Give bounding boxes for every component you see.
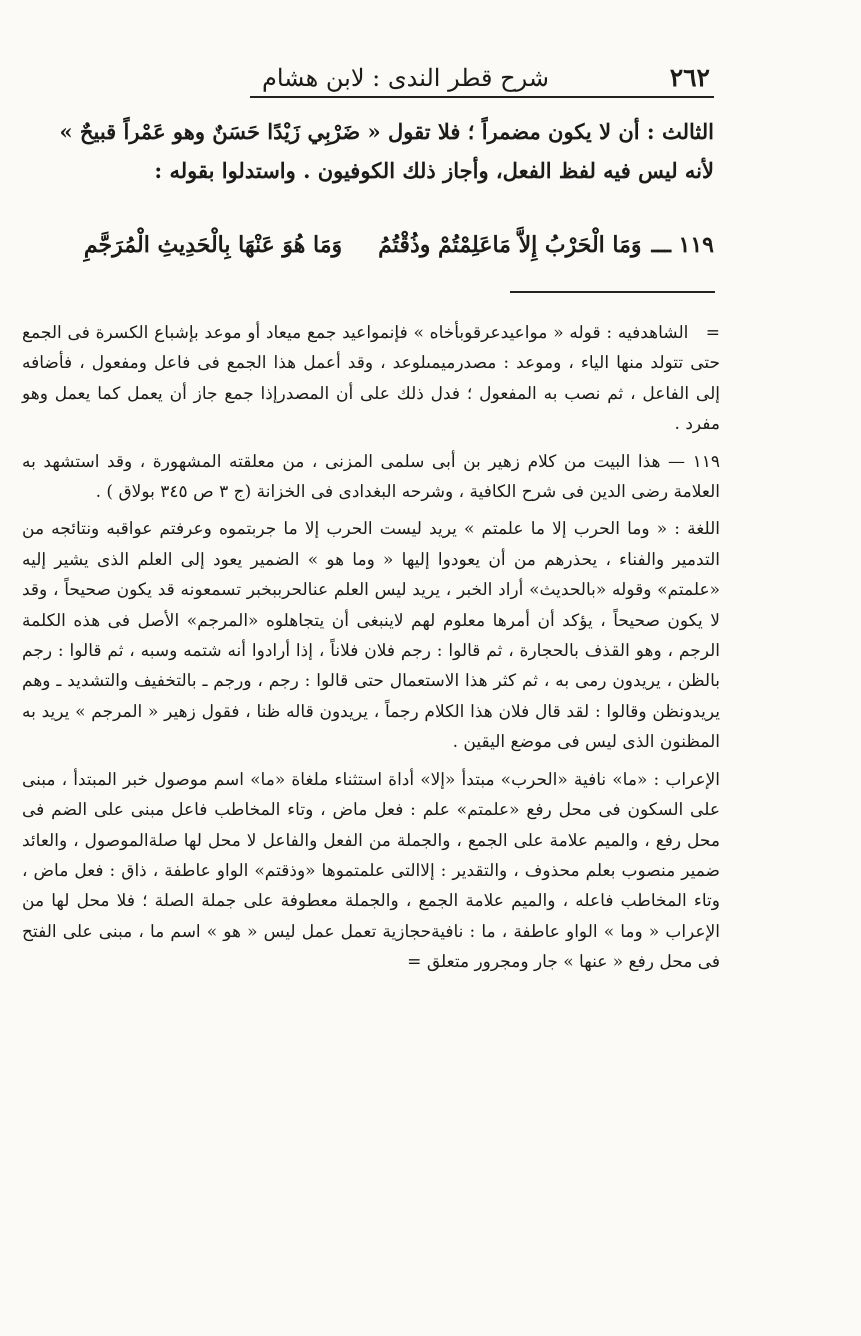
page-header <box>262 52 710 92</box>
footnote-119-source: ١١٩ — هذا البيت من كلام زهير بن أبى سلمى المزنى ، من معلقته المشهورة ، وقد استشهد به العلامة رضى الدين فى شرح الكافية ، وشرحه البغدادى فى الخزانة (ج ٣ ص ٣٤٥ بولاق ) . <box>22 451 720 503</box>
verse-second-hemistich: وَمَا هُوَ عَنْهَا بِالْحَدِيثِ الْمُرَجَّمِ <box>83 232 343 258</box>
running-title: شرح قطر الندى : لابن هشام <box>262 64 549 92</box>
page-number: ٢٦٢ <box>669 63 710 92</box>
footnote-separator <box>510 291 715 293</box>
footnote-irab-text: الإعراب : «ما» نافية «الحرب» مبتدأ «إلا» أداة استثناء ملغاة «ما» اسم موصول خبر المبتدأ ، مبنى على السكون فى محل رفع «علمتم» علم : فعل ماض ، وتاء المخاطب فاعل مبنى على الضم فى محل رفع ، والميم علامة على الجمع ، والجملة من الفعل والفاعل لا محل لها صلةالموصول ، والعائد ضمير منصوب بعلم محذوف ، والتقدير : إلاالتى علمتموها «وذقتم» الواو عاطفة ، ذاق : فعل ماض ، وتاء المخاطب فاعله ، والميم علامة الجمع ، والجملة معطوفة على جملة الصلة ؛ فلا محل لها من الإعراب « وما » الواو عاطفة ، ما : نافيةحجازية تعمل عمل ليس « هو » اسم ما ، مبنى على الفتح فى محل رفع « عنها » جار ومجرور متعلق <box>22 769 721 973</box>
footnote-lugha: اللغة : « وما الحرب إلا ما علمتم » يريد ليست الحرب إلا ما جربتموه وعرفتم عواقبه ونتائجه من التدمير والفناء ، يحذرهم من أن يعودوا إليها « وما هو » الضمير يعود إلى العلم الذى يشير إليه «علمتم» وقوله «بالحديث» أراد الخبر ، يريد ليس العلم عنالحرببخبر تسمعونه قد يكون صحيحاً ، وقد لا يكون صحيحاً ، يؤكد أن أمرها معلوم لهم لاينبغى أن يتجاهلوه «المرجم» الأصل فى هذه الكلمة الرجم ، وهو القذف بالحجارة ، ثم قالوا : رجم فلان فلاناً ، إذا أرادوا أنه شتمه وسبه ، ثم قالوا : رجم بالظن ، يريدون رمى به ، ثم كثر هذا الاستعمال حتى قالوا : رجم ، ورجم ـ بالتخفيف والتشديد ـ وهم يريدونظن وقالوا : لقد قال فلان هذا الكلام رجماً ، يريدون قاله ظنا ، فقول زهير « المرجم » يريد به المظنون الذى ليس فى موضع اليقين . <box>22 519 720 753</box>
continuation-marker-start: = <box>705 323 720 343</box>
main-line-1: الثالث : أن لا يكون مضمراً ؛ فلا تقول « ضَرْبِي زَيْدًا حَسَنٌ وهو عَمْراً قبيحٌ » <box>59 119 714 144</box>
continuation-marker-end: = <box>407 952 422 973</box>
poetry-verse <box>52 232 714 258</box>
verse-number: ١١٩ ـــ <box>651 232 714 258</box>
footnote-irab <box>22 765 720 978</box>
main-line-2: لأنه ليس فيه لفظ الفعل، وأجاز ذلك الكوفيون . واستدلوا بقوله : <box>154 158 714 183</box>
footnote-shahid-text: الشاهدفيه : قوله « مواعيدعرقوبأخاه » فإنمواعيد جمع ميعاد أو موعد بإشباع الكسرة فى الجمع حتى تتولد منها الياء ، وموعد : مصدرميمىلوعد ، وقد أعمل هذا الجمع فى فاعل ومفعول ، فأضافه إلى الفاعل ، ثم نصب به المفعول ؛ فدل ذلك على أن المصدرإذا جمع جاز أن يعمل كما يعمل وهو مفرد . <box>22 323 720 435</box>
verse-first-hemistich: وَمَا الْحَرْبُ إِلاَّ مَاعَلِمْتُمْ وذُقْتُمُ <box>378 232 642 258</box>
footnote-shahid <box>22 318 720 440</box>
footnotes <box>22 318 720 985</box>
main-text <box>24 116 714 194</box>
header-rule <box>250 96 714 98</box>
